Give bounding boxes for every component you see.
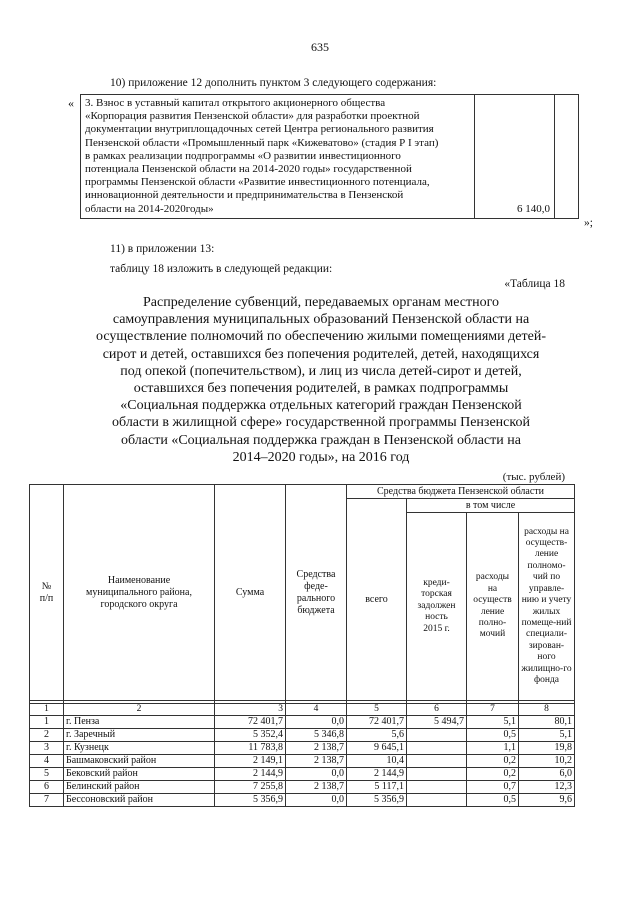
row-exp-powers: 0,5 (467, 729, 519, 742)
header-exp-powers-line: мочий (479, 629, 506, 640)
header-exp-admin-line: жилых (532, 606, 561, 617)
row-exp-powers: 0,5 (467, 794, 519, 807)
col-number: 2 (64, 704, 215, 716)
header-exp-admin-line: чий по (532, 572, 561, 583)
row-sum: 2 149,1 (215, 755, 286, 768)
header-num-line: № (41, 580, 52, 592)
row-index: 4 (30, 755, 64, 768)
header-num (30, 485, 64, 701)
header-exp-powers-line: на (487, 583, 498, 594)
row-exp-admin: 9,6 (519, 794, 575, 807)
row-index: 3 (30, 742, 64, 755)
row-federal: 2 138,7 (286, 742, 347, 755)
row-exp-powers: 1,1 (467, 742, 519, 755)
header-name (64, 485, 215, 701)
header-debt-line: креди- (423, 577, 450, 588)
table-row (30, 781, 575, 794)
row-federal: 0,0 (286, 794, 347, 807)
row-exp-powers: 0,7 (467, 781, 519, 794)
header-exp-admin-line: ного (537, 652, 556, 663)
header-exp-admin-line: осуществ- (525, 538, 568, 549)
row-sum: 72 401,7 (215, 716, 286, 729)
row-index: 7 (30, 794, 64, 807)
header-exp-admin-line: специали- (526, 629, 567, 640)
row-total: 9 645,1 (347, 742, 407, 755)
header-name-line: Наименование (107, 574, 171, 586)
header-sum-line: Сумма (235, 586, 265, 598)
row-index: 2 (30, 729, 64, 742)
row-debt: 5 494,7 (407, 716, 467, 729)
row-sum: 11 783,8 (215, 742, 286, 755)
table-row (30, 716, 575, 729)
row-exp-admin: 10,2 (519, 755, 575, 768)
header-debt-line: 2015 г. (423, 623, 450, 634)
title-line: области в жилищной сфере» государственной программы Пензенской (112, 415, 530, 431)
table-reference: «Таблица 18 (504, 278, 565, 290)
row-index: 1 (30, 716, 64, 729)
insert-line: «Корпорация развития Пензенской области» для разработки проектной (85, 110, 420, 123)
insert-line: потенциала Пензенской области на 2014-2020 годы» государственной (85, 163, 412, 176)
header-exp-admin-line: помеще-ний (521, 617, 572, 628)
title-line: осуществление полномочий по обеспечению жилыми помещениями детей- (96, 329, 546, 345)
header-num-line: п/п (39, 592, 54, 604)
row-federal: 0,0 (286, 716, 347, 729)
row-debt (407, 794, 467, 807)
insert-line: инновационной деятельности и предпринимательства в Пензенской (85, 189, 404, 202)
row-exp-powers: 5,1 (467, 716, 519, 729)
row-exp-admin: 12,3 (519, 781, 575, 794)
header-debt-line: торская (421, 589, 452, 600)
row-name: г. Пенза (64, 716, 215, 729)
header-federal-line: бюджета (297, 604, 335, 616)
subvention-table (29, 484, 575, 807)
title-line: под опекой (попечительством), и лиц из числа детей-сирот и детей, (120, 363, 522, 379)
unit-label: (тыс. рублей) (502, 471, 565, 483)
row-total: 10,4 (347, 755, 407, 768)
header-name-line: муниципального района, (86, 586, 192, 598)
row-debt (407, 781, 467, 794)
title-line: оставшихся без попечения родителей, в рамках подпрограммы (133, 381, 509, 397)
insert-item-text (81, 95, 475, 219)
header-exp-powers-line: полно- (478, 617, 507, 628)
header-name-line: городского округа (100, 598, 178, 610)
row-sum: 2 144,9 (215, 768, 286, 781)
header-federal-line: рального (296, 592, 336, 604)
header-debt (407, 513, 467, 701)
page-number: 635 (311, 40, 329, 54)
col-number: 5 (347, 704, 407, 716)
row-exp-admin: 80,1 (519, 716, 575, 729)
row-exp-admin: 19,8 (519, 742, 575, 755)
header-sum (215, 485, 286, 701)
amendment-11-text: 11) в приложении 13: (110, 243, 215, 255)
insert-line: области на 2014-2020годы» (85, 202, 214, 215)
insert-line: Пензенской области «Промышленный парк «Кижеватово» (стадия Р I этап) (85, 136, 439, 149)
title-line: самоуправления муниципальных образований Пензенской области на (112, 312, 530, 328)
insert-line: программы Пензенской области «Развитие инвестиционного потенциала, (85, 176, 430, 189)
row-index: 6 (30, 781, 64, 794)
header-regional-group: Средства бюджета Пензенской области (347, 485, 575, 499)
title-line: области «Социальная поддержка граждан в Пензенской области на (121, 432, 521, 448)
row-name: г. Заречный (64, 729, 215, 742)
header-exp-powers-line: осуществ (473, 595, 512, 606)
header-exp-admin-line: управле- (528, 583, 565, 594)
col-number: 6 (407, 704, 467, 716)
row-federal: 2 138,7 (286, 781, 347, 794)
table-title (96, 294, 546, 466)
row-debt (407, 755, 467, 768)
row-name: Бековский район (64, 768, 215, 781)
row-name: Белинский район (64, 781, 215, 794)
row-total: 5,6 (347, 729, 407, 742)
row-exp-admin: 5,1 (519, 729, 575, 742)
row-sum: 7 255,8 (215, 781, 286, 794)
table-row (30, 755, 575, 768)
header-federal-line: феде- (304, 580, 328, 592)
row-name: г. Кузнецк (64, 742, 215, 755)
row-total: 5 356,9 (347, 794, 407, 807)
title-line: Распределение субвенций, передаваемых органам местного (142, 295, 499, 310)
header-exp-admin (519, 513, 575, 701)
header-federal (286, 485, 347, 701)
row-federal: 0,0 (286, 768, 347, 781)
header-exp-admin-line: расходы на (524, 526, 569, 537)
row-index: 5 (30, 768, 64, 781)
header-debt-line: задолжен (417, 600, 456, 611)
row-sum: 5 356,9 (215, 794, 286, 807)
row-federal: 5 346,8 (286, 729, 347, 742)
row-total: 2 144,9 (347, 768, 407, 781)
header-exp-admin-line: ление (534, 549, 559, 560)
quote-open-mark: « (68, 96, 74, 110)
title-line: «Социальная поддержка отдельных категорий граждан Пензенской (120, 398, 522, 414)
row-total: 72 401,7 (347, 716, 407, 729)
column-number-row (30, 704, 575, 716)
quote-close-mark: »; (584, 217, 593, 229)
title-line: сирот и детей, оставшихся без попечения родителей, детей, находящихся (102, 346, 540, 362)
row-exp-powers: 0,2 (467, 768, 519, 781)
header-exp-admin-line: нию и учету (521, 595, 572, 606)
col-number: 8 (519, 704, 575, 716)
header-exp-powers-line: расходы (475, 572, 510, 583)
row-name: Бессоновский район (64, 794, 215, 807)
header-exp-admin-line: фонда (533, 674, 560, 685)
col-number: 4 (286, 704, 347, 716)
header-exp-admin-line: полномо- (527, 560, 566, 571)
row-total: 5 117,1 (347, 781, 407, 794)
row-debt (407, 729, 467, 742)
insert-item-amount: 6 140,0 (475, 95, 555, 219)
insert-line: документации внутриплощадочных сетей Центра регионального развития (85, 123, 434, 136)
col-number: 3 (215, 704, 286, 716)
header-exp-admin-line: жилищно-го (521, 663, 572, 674)
insert-item-table (80, 94, 579, 219)
amendment-11b-text: таблицу 18 изложить в следующей редакции: (110, 263, 333, 275)
table-row (30, 794, 575, 807)
table-row (30, 742, 575, 755)
insert-item-empty-cell (555, 95, 579, 219)
amendment-10-text: 10) приложение 12 дополнить пунктом 3 следующего содержания: (110, 77, 437, 89)
header-total (347, 499, 407, 701)
header-federal-line: Средства (296, 568, 336, 580)
row-exp-admin: 6,0 (519, 768, 575, 781)
header-exp-powers-line: ление (480, 606, 505, 617)
col-number: 1 (30, 704, 64, 716)
insert-line: 3. Взнос в уставный капитал открытого акционерного общества (85, 97, 386, 109)
header-exp-powers (467, 513, 519, 701)
header-exp-admin-line: зирован- (528, 640, 565, 651)
row-exp-powers: 0,2 (467, 755, 519, 768)
col-number: 7 (467, 704, 519, 716)
table-row (30, 729, 575, 742)
row-debt (407, 768, 467, 781)
row-name: Башмаковский район (64, 755, 215, 768)
table-row (30, 768, 575, 781)
header-debt-line: ность (425, 612, 448, 623)
row-sum: 5 352,4 (215, 729, 286, 742)
row-federal: 2 138,7 (286, 755, 347, 768)
header-incl: в том числе (407, 499, 575, 513)
header-total-line: всего (365, 593, 388, 605)
title-line: 2014–2020 годы», на 2016 год (232, 449, 410, 465)
insert-line: в рамках реализации подпрограммы «О развитии инвестиционного (85, 149, 401, 162)
row-debt (407, 742, 467, 755)
